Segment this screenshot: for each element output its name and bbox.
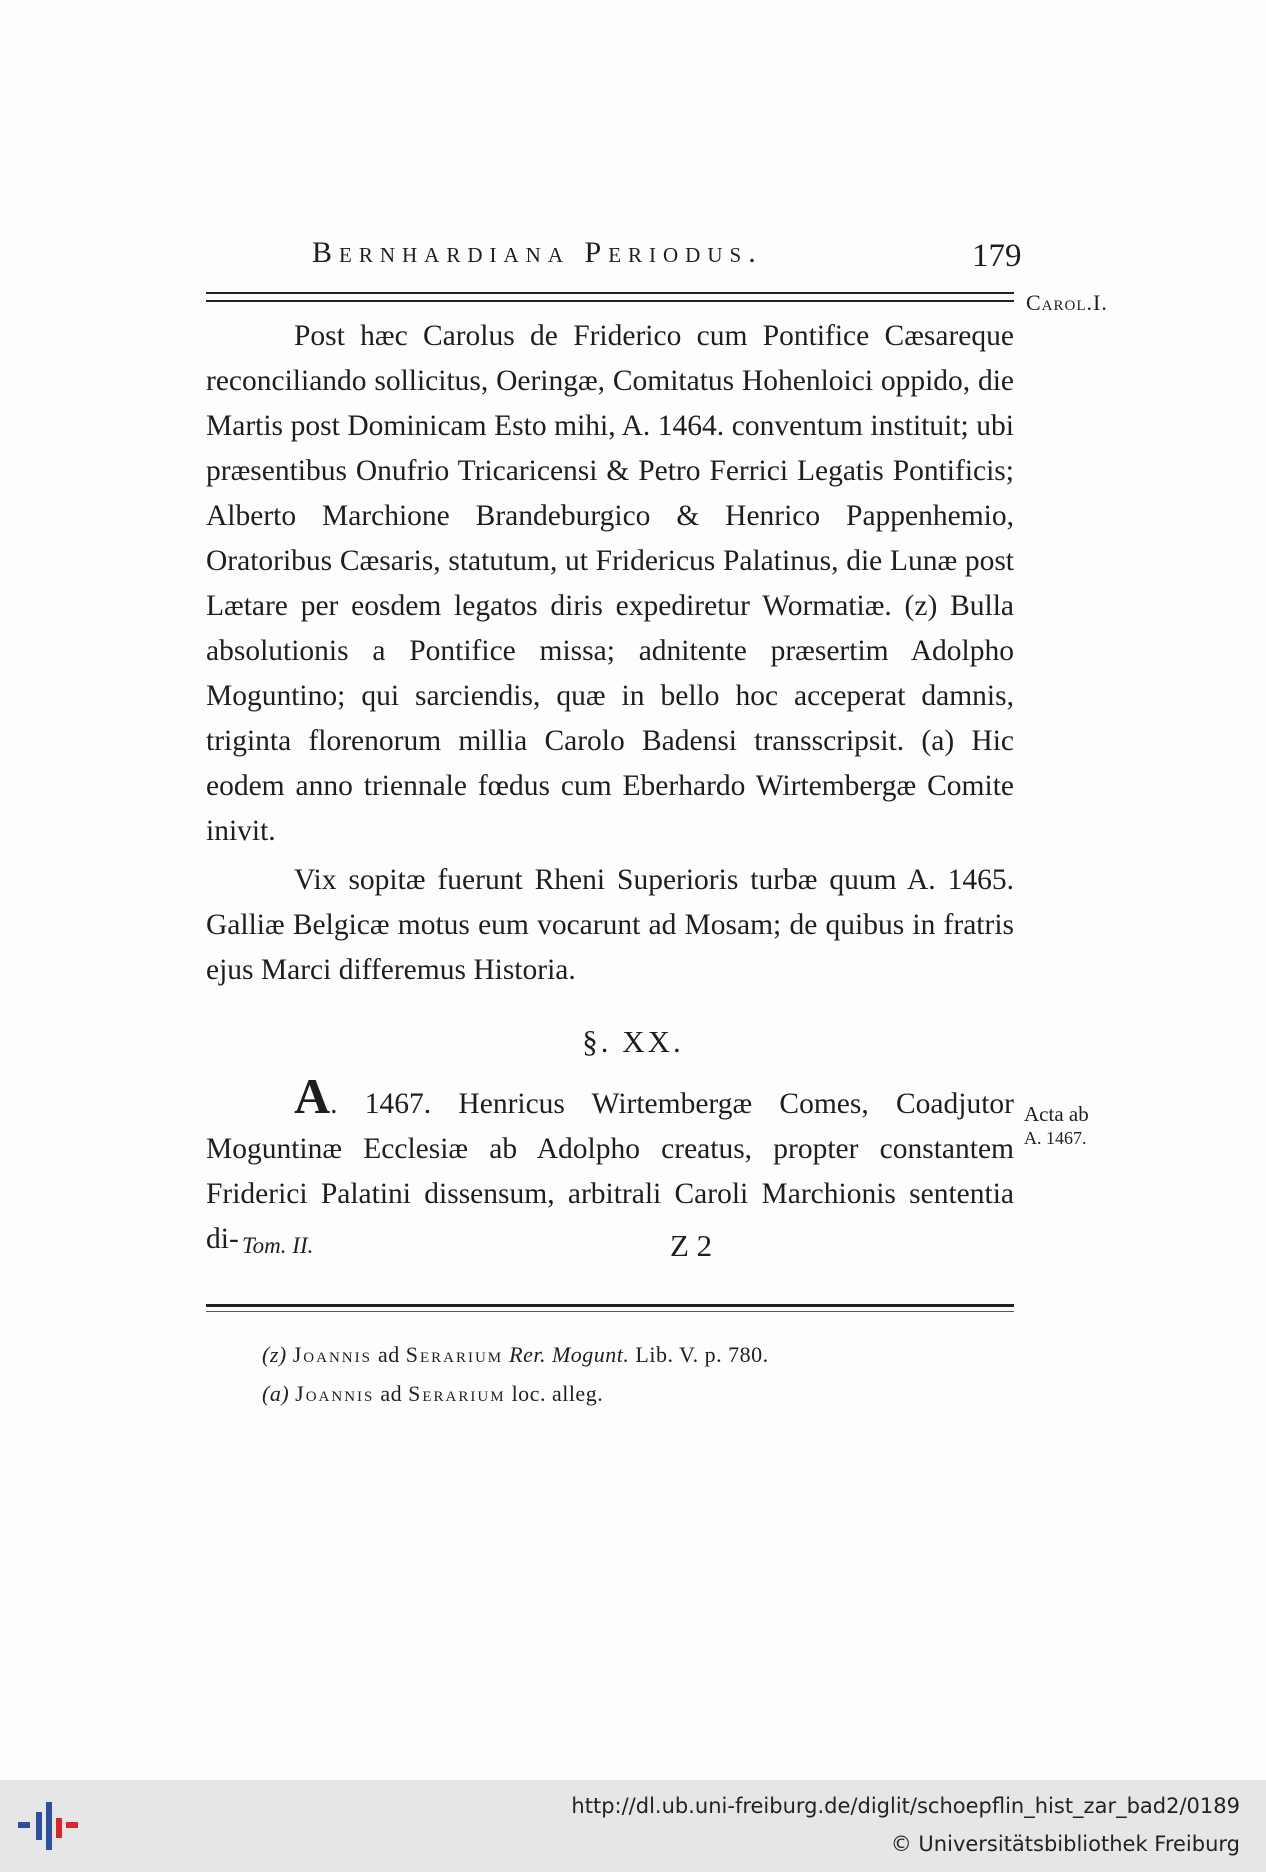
running-head: Bernhardiana Periodus. [312,236,763,269]
footnote-a-source: Serarium [408,1381,506,1406]
margin-note-acta [1024,1102,1089,1150]
permalink-url[interactable]: http://dl.ub.uni-freiburg.de/diglit/schoepflin_hist_zar_bad2/0189 [571,1794,1240,1818]
section-heading: §. XX. [582,1024,684,1059]
footnote-rule [206,1304,1014,1312]
footnote-z-work: Rer. Mogunt. [509,1342,630,1367]
paragraph-1: Post hæc Carolus de Friderico cum Pontifice Cæsareque reconciliando sollicitus, Oeringæ, Comitatus Hohenloici oppido, die Martis post Dominicam Esto mihi, A. 1464. conventum instituit; ubi præsentibus Onufrio Tricaricensi & Petro Ferrici Legatis Pontificis; Alberto Marchione Brandeburgico & Henrico Pappenhemio, Oratoribus Cæsaris, statutum, ut Fridericus Palatinus, die Lunæ post Lætare per eosdem legatos diris expediretur Wormatiæ. (z) Bulla absolutionis a Pontifice missa; adnitente præsertim Adolpho Moguntino; qui sarciendis, quæ in bello hoc acceperat damnis, triginta florenorum millia Carolo Badensi transscripsit. (a) Hic eodem anno triennale fœdus cum Eberhardo Wirtembergæ Comite inivit. [206,320,1014,847]
footnote-z-mid: ad [377,1342,400,1367]
margin-note-acta-line2: A. 1467. [1024,1128,1087,1148]
signature-mark: Z 2 [670,1228,713,1263]
main-text [206,314,1014,993]
paragraph-2: Vix sopitæ fuerunt Rheni Superioris turbæ quum A. 1465. Galliæ Belgicæ motus eum vocarunt ad Mosam; de quibus in fratris ejus Marci differemus Historia. [206,864,1014,986]
footnote-a-mark: (a) [262,1381,290,1406]
footnote-a [262,1381,603,1407]
footnote-z-source: Serarium [405,1342,504,1367]
copyright-notice: © Universitätsbibliothek Freiburg [890,1832,1240,1856]
initial-letter: A [294,1068,331,1124]
volume-label: Tom. II. [242,1233,314,1258]
paragraph-3-text: . 1467. Henricus Wirtembergæ Comes, Coadjutor Moguntinæ Ecclesiæ ab Adolpho creatus, propter constantem Friderici Palatini dissensum, arbitrali Caroli Marchionis sententia di- [206,1088,1014,1255]
page-number: 179 [972,238,1022,274]
footnote-z [262,1342,769,1368]
header-rule [206,292,1014,302]
ub-freiburg-logo-icon[interactable] [16,1798,80,1854]
section-text [206,1068,1014,1262]
footnote-a-ref: loc. alleg. [511,1381,604,1406]
margin-note-acta-line1: Acta ab [1024,1102,1089,1126]
paragraph-3 [206,1068,1014,1262]
footnote-z-mark: (z) [262,1342,287,1367]
margin-note-carol: Carol.I. [1026,290,1108,315]
footnote-a-author: Joannis [295,1381,375,1406]
footnote-z-author: Joannis [292,1342,372,1367]
viewer-footer [0,1780,1266,1872]
footnote-a-mid: ad [380,1381,403,1406]
footnote-z-ref: Lib. V. p. 780. [635,1342,769,1367]
